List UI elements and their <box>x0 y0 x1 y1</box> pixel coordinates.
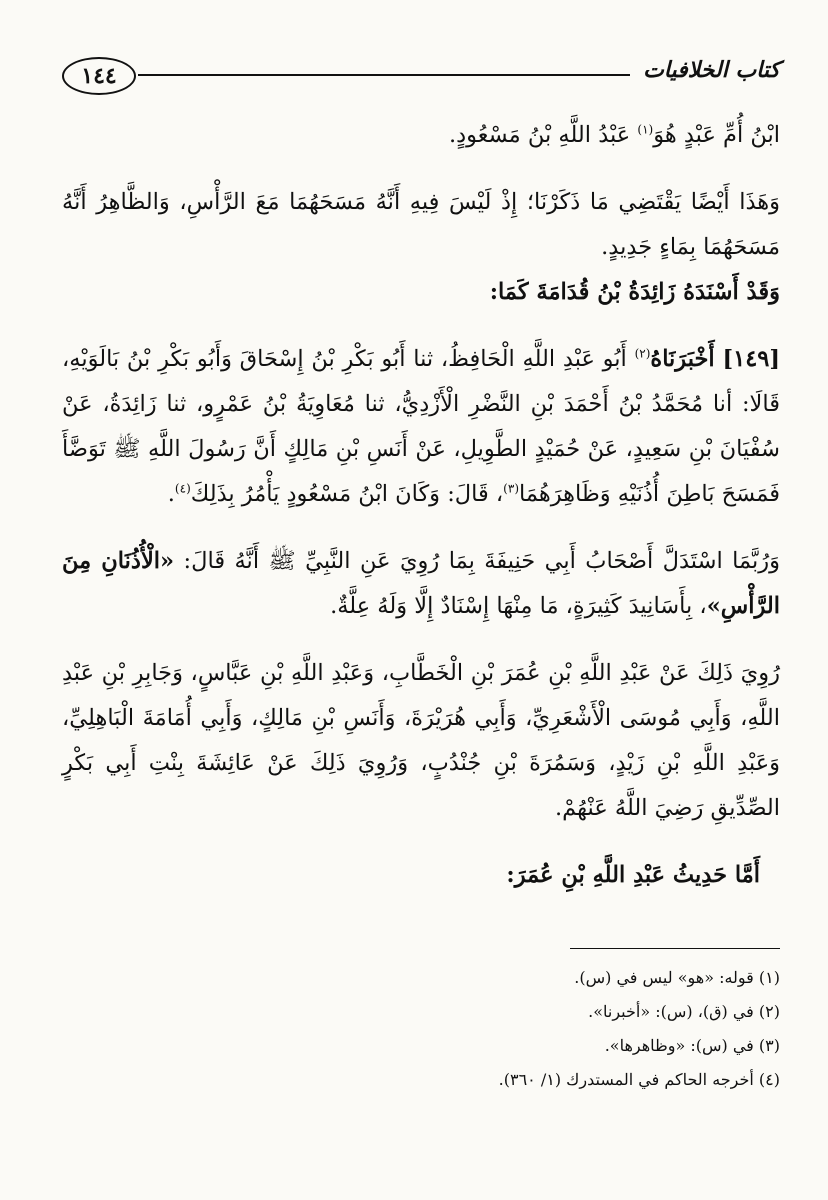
book-title: كتاب الخلافيات <box>643 57 780 83</box>
footnote-ref-1[interactable]: (١) <box>637 122 654 137</box>
paragraph-5: وَرُبَّمَا اسْتَدَلَّ أَصْحَابُ أَبِي حَنِيفَةَ بِمَا رُوِيَ عَنِ النَّبِيِّ ﷺ أَنَّهُ قَالَ: «الْأُذُنَانِ مِنَ الرَّأْسِ»، بِأَسَانِيدَ كَثِيرَةٍ، مَا مِنْهَا إِسْنَادٌ إِلَّا وَلَهُ عِلَّةٌ. <box>62 548 780 619</box>
footnote-3: (٣) في (س): «وظاهرها». <box>604 1036 780 1055</box>
paragraph-2: وَهَذَا أَيْضًا يَقْتَضِي مَا ذَكَرْنَا؛ إِذْ لَيْسَ فِيهِ أَنَّهُ مَسَحَهُمَا مَعَ الرَّأْسِ، وَالظَّاهِرُ أَنَّهُ مَسَحَهُمَا بِمَاءٍ جَدِيدٍ. <box>62 189 780 260</box>
hadith-number: [١٤٩] <box>722 346 781 372</box>
hadith-149: [١٤٩] أَخْبَرَنَاهُ$^{(٢)}$ أَبُو عَبْدِ اللَّهِ الْحَافِظُ، ثنا أَبُو بَكْرِ بْنُ إِسْحَاقَ وَأَبُو بَكْرِ بْنُ بَالَوَيْهِ، قَالَا: أنا مُحَمَّدُ بْنُ أَحْمَدَ بْنِ النَّضْرِ الْأَزْدِيُّ، ثنا مُعَاوِيَةُ بْنُ عَمْرٍو، ثنا زَائِدَةُ، عَنْ سُفْيَانَ بْنِ سَعِيدٍ، عَنْ حُمَيْدٍ الطَّوِيلِ، عَنْ أَنَسِ بْنِ مَالِكٍ أَنَّ رَسُولَ اللَّهِ ﷺ تَوَضَّأَ فَمَسَحَ بَاطِنَ أُذُنَيْهِ وَظَاهِرَهُمَا$^{(٣)}$، قَالَ: وَكَانَ ابْنُ مَسْعُودٍ يَأْمُرُ بِذَلِكَ$^{(٤)}$. <box>62 346 781 507</box>
page-number: ١٤٤ <box>62 57 136 95</box>
running-header <box>62 55 780 113</box>
footnote-1: (١) قوله: «هو» ليس في (س). <box>574 968 780 987</box>
footnote-ref-4[interactable]: (٤) <box>174 481 191 496</box>
quoted-hadith: «الْأُذُنَانِ مِنَ الرَّأْسِ» <box>62 548 780 619</box>
hadith-keyword: أَخْبَرَنَاهُ <box>650 346 715 372</box>
header-rule <box>138 74 630 76</box>
page <box>62 55 780 1165</box>
footnote-ref-2[interactable]: (٢) <box>634 346 651 361</box>
section-heading: أَمَّا حَدِيثُ عَبْدِ اللَّهِ بْنِ عُمَرَ: <box>506 862 760 888</box>
footnote-2: (٢) في (ق)، (س): «أخبرنا». <box>588 1002 780 1021</box>
footnote-ref-3[interactable]: (٣) <box>503 481 519 496</box>
footnote-4: (٤) أخرجه الحاكم في المستدرك (١/ ٣٦٠). <box>498 1070 780 1089</box>
paragraph-1: ابْنُ أُمِّ عَبْدٍ هُوَ$^{(١)}$ عَبْدُ اللَّهِ بْنُ مَسْعُودٍ. <box>448 122 780 148</box>
footnote-rule <box>570 948 780 949</box>
paragraph-6: رُوِيَ ذَلِكَ عَنْ عَبْدِ اللَّهِ بْنِ عُمَرَ بْنِ الْخَطَّابِ، وَعَبْدِ اللَّهِ بْنِ عَبَّاسٍ، وَجَابِرِ بْنِ عَبْدِ اللَّهِ، وَأَبِي مُوسَى الْأَشْعَرِيِّ، وَأَبِي هُرَيْرَةَ، وَأَنَسِ بْنِ مَالِكٍ، وَأَبِي أُمَامَةَ الْبَاهِلِيِّ، وَعَبْدِ اللَّهِ بْنِ زَيْدٍ، وَسَمُرَةَ بْنِ جُنْدُبٍ، وَرُوِيَ ذَلِكَ عَنْ عَائِشَةَ بِنْتِ أَبِي بَكْرٍ الصِّدِّيقِ رَضِيَ اللَّهُ عَنْهُمْ. <box>62 660 780 821</box>
paragraph-3: وَقَدْ أَسْنَدَهُ زَائِدَةُ بْنُ قُدَامَةَ كَمَا: <box>489 279 780 305</box>
footnotes <box>62 961 780 1097</box>
main-text <box>62 113 780 898</box>
